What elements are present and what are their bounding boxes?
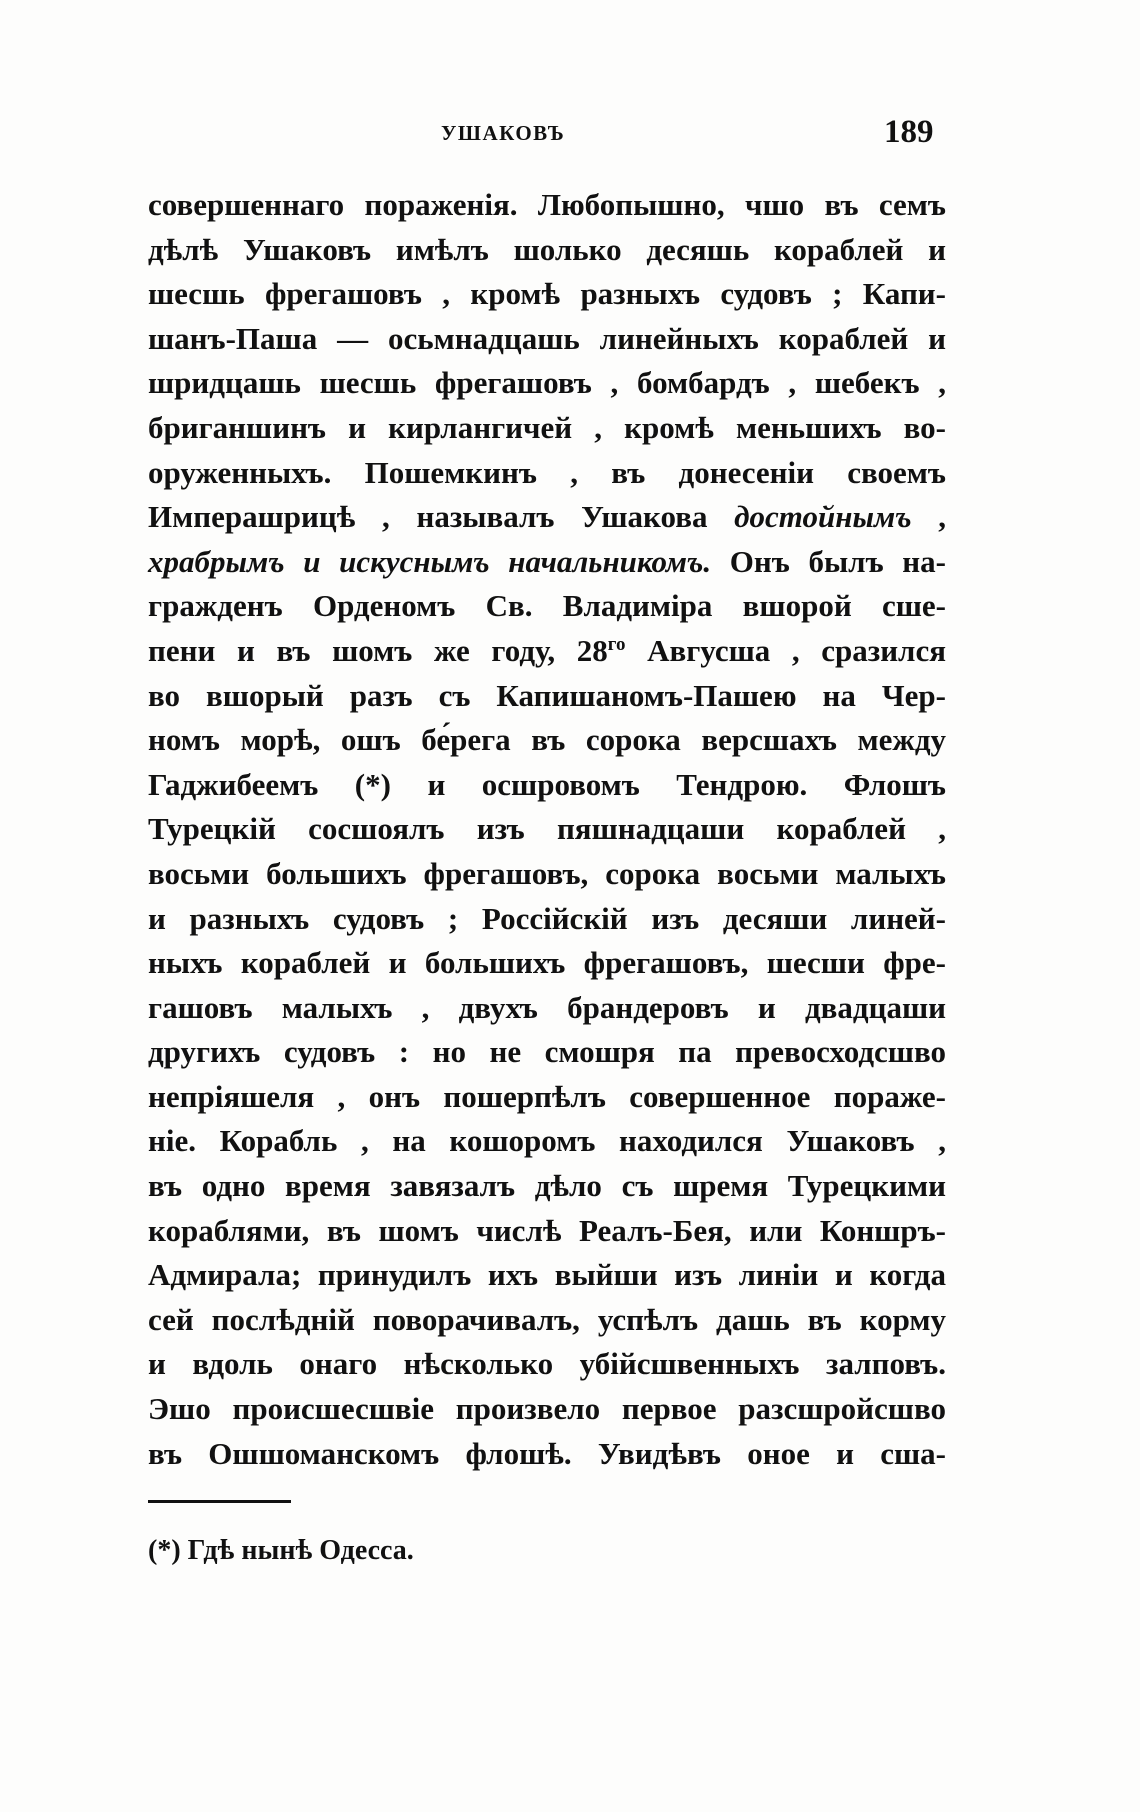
text-segment: Авгусша , сразился — [625, 632, 946, 668]
text-line: шридцашь шесшь фрегашовъ , бомбардъ , шебекъ , — [148, 365, 946, 401]
text-line: шесшь фрегашовъ , кромѣ разныхъ судовъ ; Капи- — [148, 276, 946, 312]
footnote-text: Гдѣ нынѣ Одесса. — [187, 1535, 414, 1566]
italic-text-segment: достойнымъ — [734, 499, 912, 535]
text-line: номъ морѣ, ошъ бе́рега въ сорока версшахъ между — [148, 722, 946, 758]
text-line: другихъ судовъ : но не смошря па превосходсшво — [148, 1034, 946, 1070]
superscript-ordinal: го — [607, 633, 626, 655]
text-line: въ Ошшоманскомъ флошѣ. Увидѣвъ оное и сша- — [148, 1435, 946, 1471]
text-line — [148, 495, 946, 540]
footnote-divider — [148, 1500, 291, 1503]
text-line: Турецкій сосшоялъ изъ пяшнадцаши кораблей , — [148, 811, 946, 847]
text-line: и вдоль онаго нѣсколько убійсшвенныхъ залповъ. — [148, 1346, 946, 1382]
text-line: оруженныхъ. Пошемкинъ , въ донесеніи своемъ — [148, 454, 946, 490]
text-line: шанъ-Паша — осьмнадцашь линейныхъ кораблей и — [148, 320, 946, 356]
text-line — [148, 540, 946, 585]
text-line: ніе. Корабль , на кошоромъ находился Ушаковъ , — [148, 1123, 946, 1159]
text-line: сей послѣдній поворачивалъ, успѣлъ дашь въ корму — [148, 1301, 946, 1337]
text-line: въ одно время завязалъ дѣло съ шремя Турецкими — [148, 1168, 946, 1204]
text-line: Эшо происшесшвіе произвело первое разсшройсшво — [148, 1391, 946, 1427]
text-line: во вшорый разъ съ Капишаномъ-Пашею на Чер- — [148, 677, 946, 713]
text-line: гражденъ Орденомъ Св. Владиміра вшорой сше- — [148, 588, 946, 624]
text-line: ныхъ кораблей и большихъ фрегашовъ, шесши фре- — [148, 945, 946, 981]
footnote — [148, 1530, 414, 1572]
body-text — [148, 183, 946, 1476]
text-line: восьми большихъ фрегашовъ, сорока восьми малыхъ — [148, 855, 946, 891]
page-number: 189 — [884, 114, 934, 150]
text-segment: , — [911, 499, 946, 535]
text-line: и разныхъ судовъ ; Россійскій изъ десяши линей- — [148, 900, 946, 936]
text-line — [148, 629, 946, 674]
text-line: непріяшеля , онъ пошерпѣлъ совершенное пораже- — [148, 1078, 946, 1114]
text-segment: Имперашрицѣ , называлъ Ушакова — [148, 499, 735, 535]
text-segment: пени и въ шомъ же году, 28 — [148, 632, 608, 668]
text-line: совершеннаго пораженія. Любопышно, чшо въ семъ — [148, 187, 946, 222]
text-line: гашовъ малыхъ , двухъ брандеровъ и двадцаши — [148, 989, 946, 1025]
text-line: бриганшинъ и кирлангичей , кромѣ меньшихъ во- — [148, 409, 946, 445]
text-line: Гаджибеемъ (*) и осшровомъ Тендрою. Флошъ — [148, 766, 946, 802]
text-segment: Онъ былъ на- — [711, 543, 946, 579]
footnote-marker: (*) — [148, 1535, 181, 1566]
text-line: кораблями, въ шомъ числѣ Реалъ-Бея, или Коншръ- — [148, 1212, 946, 1248]
running-head: УШАКОВЪ — [441, 121, 566, 145]
text-line: дѣлѣ Ушаковъ имѣлъ шолько десяшь кораблей и — [148, 231, 946, 267]
text-line: Адмирала; принудилъ ихъ выйши изъ линіи и когда — [148, 1257, 946, 1293]
italic-text-segment: храбрымъ и искуснымъ начальникомъ. — [148, 543, 712, 579]
